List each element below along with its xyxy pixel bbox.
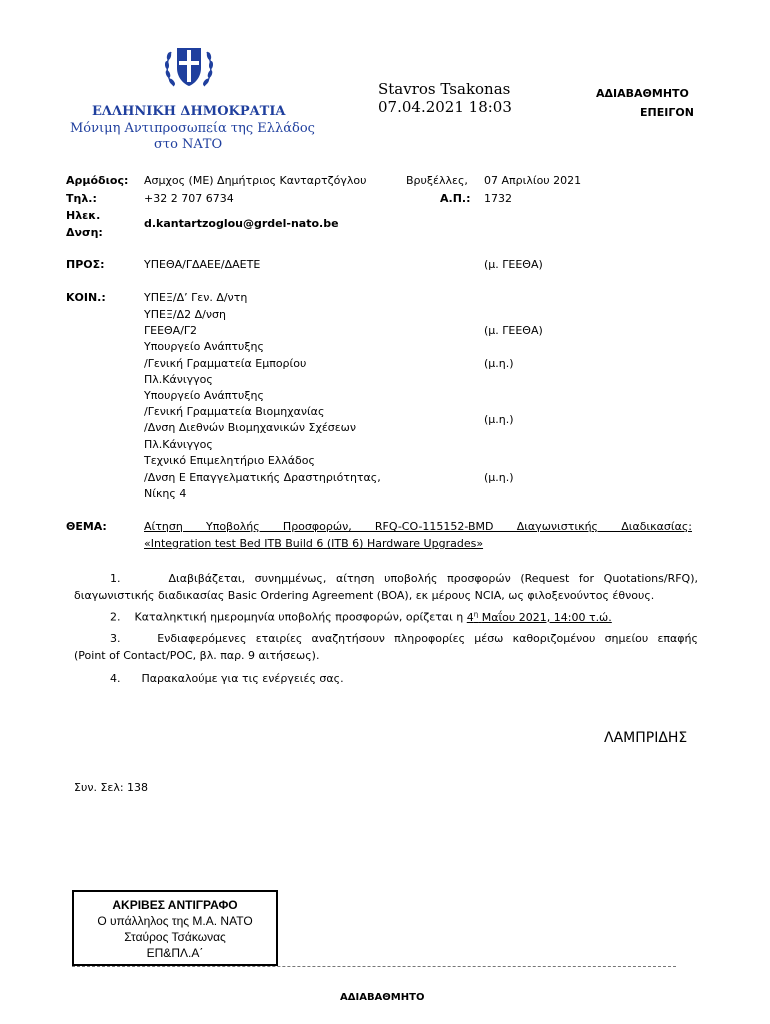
to-note: (μ. ΓΕΕΘΑ) bbox=[484, 258, 543, 271]
to-label: ΠΡΟΣ: bbox=[66, 258, 105, 271]
mission-line-2: στο ΝΑΤΟ bbox=[154, 137, 223, 152]
phone-value: +32 2 707 6734 bbox=[144, 192, 234, 205]
cc-line: /Δνση Διεθνών Βιομηχανικών Σχέσεων bbox=[144, 421, 357, 434]
email-value: d.kantartzoglou@grdel-nato.be bbox=[144, 217, 339, 230]
subject-line-2: «Integration test Bed ITB Build 6 (ITB 6) Hardware Upgrades» bbox=[144, 537, 484, 550]
ap-label: Α.Π.: bbox=[440, 192, 471, 205]
paragraph-number: 2. bbox=[110, 610, 121, 624]
deadline-date: Μαΐου 2021, 14:00 τ.ώ. bbox=[481, 610, 612, 624]
paragraph-1 bbox=[74, 570, 698, 604]
cc-note: (μ. ΓΕΕΘΑ) bbox=[484, 324, 543, 337]
cc-line: Υπουργείο Ανάπτυξης bbox=[144, 389, 264, 402]
date-value: 07 Απριλίου 2021 bbox=[484, 174, 582, 187]
urgency-label: ΕΠΕΙΓΟΝ bbox=[640, 106, 694, 119]
paragraph-text: Παρακαλούμε για τις ενέργειές σας. bbox=[141, 672, 344, 685]
paragraph-number: 3. bbox=[110, 632, 121, 645]
certified-copy-rank: ΕΠ&ΠΛ.Α΄ bbox=[146, 946, 204, 960]
mission-line-1: Μόνιμη Αντιπροσωπεία της Ελλάδος bbox=[70, 121, 315, 136]
cc-line: /Δνση Ε Επαγγελματικής Δραστηριότητας, bbox=[144, 471, 381, 484]
email-label-1: Ηλεκ. bbox=[66, 209, 101, 222]
cc-line: Τεχνικό Επιμελητήριο Ελλάδος bbox=[144, 454, 315, 467]
cc-line: Υπουργείο Ανάπτυξης bbox=[144, 340, 264, 353]
cc-line: ΓΕΕΘΑ/Γ2 bbox=[144, 324, 198, 337]
responsible-value: Ασμχος (ΜΕ) Δημήτριος Κανταρτζόγλου bbox=[144, 174, 367, 187]
paragraph-text: (Point of Contact/POC, βλ. παρ. 9 αιτήσεως). bbox=[74, 649, 320, 662]
greek-coat-of-arms-icon bbox=[162, 40, 216, 94]
cc-line: ΥΠΕΞ/Δ2 Δ/νση bbox=[144, 308, 226, 321]
paragraph-text: Διαβιβάζεται, συνημμένως, αίτηση υποβολής προσφορών (Request for Quotations/RFQ), bbox=[168, 572, 698, 585]
paragraph-text: Ενδιαφερόμενες εταιρίες αναζητήσουν πληροφορίες μέσω καθοριζομένου σημείου επαφής bbox=[157, 632, 698, 645]
certified-copy-title: ΑΚΡΙΒΕΣ ΑΝΤΙΓΡΑΦΟ bbox=[112, 898, 238, 912]
footer-classification: ΑΔΙΑΒΑΘΜΗΤΟ bbox=[340, 992, 425, 1003]
cc-line: ΥΠΕΞ/Δ’ Γεν. Δ/ντη bbox=[144, 291, 248, 304]
classification-label: ΑΔΙΑΒΑΘΜΗΤΟ bbox=[596, 87, 689, 100]
republic-title: ΕΛΛΗΝΙΚΗ ΔΗΜΟΚΡΑΤΙΑ bbox=[92, 104, 286, 119]
email-label-2: Δνση: bbox=[66, 226, 103, 239]
cc-line: Πλ.Κάνιγγος bbox=[144, 373, 213, 386]
certified-copy-stamp bbox=[72, 890, 278, 966]
paragraph-3 bbox=[74, 630, 698, 664]
cc-label: ΚΟΙΝ.: bbox=[66, 291, 106, 304]
attachment-pages: Συν. Σελ: 138 bbox=[74, 781, 149, 794]
paragraph-number: 1. bbox=[110, 572, 121, 585]
responsible-label: Αρμόδιος: bbox=[66, 174, 129, 187]
paragraph-4 bbox=[74, 670, 698, 687]
deadline-day: 4 bbox=[466, 610, 474, 624]
paragraph-number: 4. bbox=[110, 672, 121, 685]
certified-copy-official: Ο υπάλληλος της Μ.Α. ΝΑΤΟ bbox=[97, 914, 253, 928]
cc-note: (μ.η.) bbox=[484, 471, 514, 484]
deadline-day-suffix: η bbox=[473, 610, 479, 618]
certified-copy-name: Σταύρος Τσάκωνας bbox=[124, 930, 226, 944]
subject-line-1: Αίτηση Υποβολής Προσφορών, RFQ-CO-115152-BMD Διαγωνιστικής Διαδικασίας: bbox=[144, 520, 692, 533]
to-value: ΥΠΕΘΑ/ΓΔΑΕΕ/ΔΑΕΤΕ bbox=[144, 258, 261, 271]
cc-line: Νίκης 4 bbox=[144, 487, 187, 500]
paragraph-text: διαγωνιστικής διαδικασίας Basic Ordering Agreement (BOA), εκ μέρους NCIA, ως φιλοξενούντος έθνους. bbox=[74, 589, 655, 602]
phone-label: Τηλ.: bbox=[66, 192, 97, 205]
signature-stamp-date: 07.04.2021 18:03 bbox=[378, 98, 512, 116]
paragraph-text: Καταληκτική ημερομηνία υποβολής προσφορών, ορίζεται η bbox=[134, 610, 464, 624]
place-label: Βρυξέλλες, bbox=[406, 174, 468, 187]
cc-note: (μ.η.) bbox=[484, 357, 514, 370]
cc-line: /Γενική Γραμματεία Εμπορίου bbox=[144, 357, 307, 370]
cc-note: (μ.η.) bbox=[484, 413, 514, 426]
signature-stamp-name: Stavros Tsakonas bbox=[378, 80, 511, 98]
ap-value: 1732 bbox=[484, 192, 512, 205]
subject-label: ΘΕΜΑ: bbox=[66, 520, 107, 533]
signatory-name: ΛΑΜΠΡΙΔΗΣ bbox=[604, 730, 688, 746]
footer-divider bbox=[72, 966, 676, 967]
paragraph-2 bbox=[74, 606, 698, 626]
cc-line: /Γενική Γραμματεία Βιομηχανίας bbox=[144, 405, 325, 418]
cc-line: Πλ.Κάνιγγος bbox=[144, 438, 213, 451]
